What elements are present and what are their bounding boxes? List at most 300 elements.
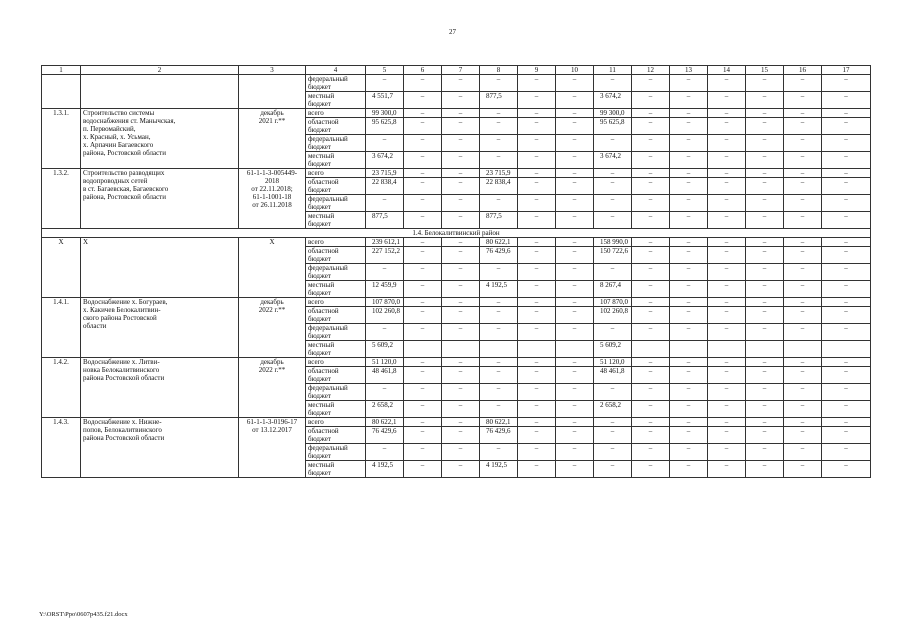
amount-cell: – (518, 247, 556, 264)
table-row (42, 418, 871, 427)
amount-cell: – (518, 444, 556, 461)
amount-cell: – (594, 324, 632, 341)
amount-cell: – (670, 298, 708, 307)
amount-cell: – (670, 152, 708, 169)
amount-cell: – (404, 418, 442, 427)
amount-cell: – (632, 178, 670, 195)
amount-cell: – (746, 307, 784, 324)
amount-cell: – (404, 401, 442, 418)
amount-cell: 5 609,2 (366, 341, 404, 358)
amount-cell: 4 192,5 (480, 281, 518, 298)
amount-cell: – (480, 367, 518, 384)
amount-cell: 4 551,7 (366, 92, 404, 109)
amount-cell: – (404, 178, 442, 195)
amount-cell: – (822, 461, 871, 478)
amount-cell: – (746, 384, 784, 401)
funding-source: всего (306, 109, 366, 118)
amount-cell: – (632, 427, 670, 444)
amount-cell: – (404, 367, 442, 384)
header-cell: 2 (81, 66, 239, 75)
amount-cell: – (708, 427, 746, 444)
amount-cell: – (708, 324, 746, 341)
amount-cell: – (784, 75, 822, 92)
amount-cell: – (594, 169, 632, 178)
funding-source: федеральный бюджет (306, 264, 366, 281)
amount-cell (480, 341, 518, 358)
amount-cell: – (442, 281, 480, 298)
amount-cell: – (822, 401, 871, 418)
table-row (42, 358, 871, 367)
header-cell: 14 (708, 66, 746, 75)
amount-cell: – (442, 169, 480, 178)
amount-cell: – (746, 298, 784, 307)
amount-cell: – (670, 109, 708, 118)
amount-cell: – (670, 195, 708, 212)
amount-cell: – (708, 461, 746, 478)
funding-source: местный бюджет (306, 341, 366, 358)
amount-cell: – (404, 118, 442, 135)
amount-cell: – (822, 75, 871, 92)
amount-cell: 80 622,1 (366, 418, 404, 427)
amount-cell: – (366, 75, 404, 92)
funding-source: областной бюджет (306, 118, 366, 135)
funding-source: всего (306, 238, 366, 247)
amount-cell: – (670, 358, 708, 367)
amount-cell: – (670, 367, 708, 384)
amount-cell: – (822, 358, 871, 367)
amount-cell: – (518, 324, 556, 341)
amount-cell: – (822, 427, 871, 444)
amount-cell: – (594, 427, 632, 444)
page-number: 27 (449, 28, 456, 36)
amount-cell: – (442, 118, 480, 135)
amount-cell (822, 341, 871, 358)
amount-cell: – (822, 444, 871, 461)
amount-cell: – (442, 444, 480, 461)
amount-cell: – (784, 238, 822, 247)
amount-cell: – (822, 298, 871, 307)
amount-cell (708, 341, 746, 358)
header-cell: 16 (784, 66, 822, 75)
item-name: Х (81, 238, 239, 298)
amount-cell: 5 609,2 (594, 341, 632, 358)
amount-cell: – (404, 281, 442, 298)
item-deadline: Х (239, 238, 306, 298)
amount-cell: – (480, 307, 518, 324)
amount-cell: 51 120,0 (366, 358, 404, 367)
amount-cell: – (556, 444, 594, 461)
funding-source: областной бюджет (306, 178, 366, 195)
funding-source: областной бюджет (306, 427, 366, 444)
amount-cell: – (442, 152, 480, 169)
amount-cell: – (784, 212, 822, 229)
amount-cell: – (480, 358, 518, 367)
funding-source: федеральный бюджет (306, 195, 366, 212)
amount-cell: – (822, 109, 871, 118)
amount-cell: – (708, 135, 746, 152)
amount-cell: 80 622,1 (480, 238, 518, 247)
amount-cell: – (746, 281, 784, 298)
amount-cell: – (708, 118, 746, 135)
amount-cell: – (708, 298, 746, 307)
amount-cell: – (594, 418, 632, 427)
item-deadline: 61-1-1-3-0196-17 от 13.12.2017 (239, 418, 306, 478)
amount-cell: – (670, 247, 708, 264)
amount-cell: – (480, 264, 518, 281)
amount-cell: – (746, 169, 784, 178)
amount-cell: – (632, 135, 670, 152)
amount-cell: – (746, 135, 784, 152)
amount-cell: – (784, 178, 822, 195)
amount-cell: – (822, 281, 871, 298)
amount-cell: – (366, 135, 404, 152)
amount-cell: – (632, 418, 670, 427)
amount-cell: – (442, 427, 480, 444)
amount-cell: – (404, 109, 442, 118)
amount-cell: – (822, 324, 871, 341)
amount-cell: – (632, 247, 670, 264)
amount-cell: – (708, 358, 746, 367)
amount-cell (746, 341, 784, 358)
amount-cell: – (594, 75, 632, 92)
funding-source: федеральный бюджет (306, 324, 366, 341)
amount-cell: – (556, 324, 594, 341)
amount-cell: – (442, 109, 480, 118)
amount-cell: – (746, 264, 784, 281)
amount-cell: – (366, 264, 404, 281)
amount-cell: – (556, 75, 594, 92)
section-row (42, 229, 871, 238)
item-number: 1.4.2. (42, 358, 81, 418)
amount-cell: – (746, 367, 784, 384)
item-name: Строительство разводящих водопроводных сетей в ст. Багаевская, Багаевского района, Ростовской области (81, 169, 239, 229)
table-row (42, 298, 871, 307)
funding-source: местный бюджет (306, 401, 366, 418)
table-row (42, 169, 871, 178)
amount-cell: 51 120,0 (594, 358, 632, 367)
amount-cell: – (822, 247, 871, 264)
amount-cell: 107 870,0 (594, 298, 632, 307)
item-number: 1.3.2. (42, 169, 81, 229)
amount-cell: – (442, 247, 480, 264)
amount-cell: – (784, 418, 822, 427)
amount-cell: – (784, 169, 822, 178)
amount-cell: – (404, 307, 442, 324)
amount-cell (670, 341, 708, 358)
item-name (81, 75, 239, 109)
funding-source: местный бюджет (306, 152, 366, 169)
amount-cell: – (518, 264, 556, 281)
amount-cell: – (632, 444, 670, 461)
amount-cell: 76 429,6 (366, 427, 404, 444)
amount-cell: – (556, 212, 594, 229)
header-cell: 11 (594, 66, 632, 75)
amount-cell: – (556, 418, 594, 427)
header-cell: 4 (306, 66, 366, 75)
amount-cell: – (746, 195, 784, 212)
amount-cell: 877,5 (480, 92, 518, 109)
amount-cell: 877,5 (366, 212, 404, 229)
amount-cell: – (404, 384, 442, 401)
amount-cell: – (822, 178, 871, 195)
funding-source: федеральный бюджет (306, 444, 366, 461)
header-cell: 5 (366, 66, 404, 75)
funding-source: всего (306, 358, 366, 367)
amount-cell: – (632, 195, 670, 212)
amount-cell: 95 625,8 (366, 118, 404, 135)
funding-source: всего (306, 298, 366, 307)
header-cell: 10 (556, 66, 594, 75)
amount-cell: 877,5 (480, 212, 518, 229)
amount-cell: – (708, 109, 746, 118)
amount-cell: – (594, 212, 632, 229)
amount-cell: – (784, 401, 822, 418)
item-number: 1.4.3. (42, 418, 81, 478)
amount-cell: – (784, 384, 822, 401)
amount-cell: – (822, 418, 871, 427)
amount-cell: – (670, 264, 708, 281)
amount-cell: – (442, 324, 480, 341)
funding-source: федеральный бюджет (306, 384, 366, 401)
amount-cell: – (822, 212, 871, 229)
funding-source: местный бюджет (306, 92, 366, 109)
amount-cell: – (594, 264, 632, 281)
amount-cell: – (518, 358, 556, 367)
amount-cell: – (784, 281, 822, 298)
amount-cell: – (480, 135, 518, 152)
header-cell: 7 (442, 66, 480, 75)
amount-cell: – (442, 264, 480, 281)
amount-cell: – (822, 367, 871, 384)
amount-cell: – (556, 307, 594, 324)
amount-cell: – (518, 75, 556, 92)
amount-cell: – (556, 178, 594, 195)
amount-cell: – (670, 401, 708, 418)
amount-cell: – (670, 444, 708, 461)
header-cell: 17 (822, 66, 871, 75)
amount-cell: – (632, 401, 670, 418)
amount-cell: 95 625,8 (594, 118, 632, 135)
amount-cell: – (518, 401, 556, 418)
amount-cell: – (556, 92, 594, 109)
amount-cell: – (708, 264, 746, 281)
amount-cell: – (442, 307, 480, 324)
amount-cell: 76 429,6 (480, 247, 518, 264)
amount-cell: – (556, 461, 594, 478)
amount-cell: – (366, 324, 404, 341)
funding-source: местный бюджет (306, 281, 366, 298)
amount-cell: – (784, 427, 822, 444)
amount-cell: – (708, 178, 746, 195)
header-cell: 3 (239, 66, 306, 75)
amount-cell: – (442, 238, 480, 247)
amount-cell: – (708, 195, 746, 212)
footer-path: Y:\ORST\Ppo\0607p435.f21.docx (39, 611, 128, 618)
amount-cell: – (708, 92, 746, 109)
amount-cell: – (784, 92, 822, 109)
amount-cell: 99 300,0 (366, 109, 404, 118)
amount-cell: – (480, 384, 518, 401)
header-cell: 15 (746, 66, 784, 75)
amount-cell: – (670, 427, 708, 444)
amount-cell: – (708, 152, 746, 169)
amount-cell: 22 838,4 (366, 178, 404, 195)
amount-cell: – (632, 324, 670, 341)
amount-cell: – (442, 384, 480, 401)
amount-cell: – (556, 195, 594, 212)
amount-cell: – (518, 92, 556, 109)
amount-cell: – (480, 195, 518, 212)
amount-cell: – (822, 169, 871, 178)
amount-cell: – (670, 324, 708, 341)
amount-cell (784, 341, 822, 358)
amount-cell: – (784, 367, 822, 384)
amount-cell: – (594, 195, 632, 212)
amount-cell: – (784, 135, 822, 152)
item-number: 1.3.1. (42, 109, 81, 169)
amount-cell: 3 674,2 (594, 92, 632, 109)
amount-cell: – (366, 384, 404, 401)
amount-cell: – (784, 109, 822, 118)
header-row (42, 66, 871, 75)
amount-cell: – (556, 135, 594, 152)
amount-cell: – (632, 238, 670, 247)
amount-cell: – (518, 461, 556, 478)
amount-cell: – (594, 444, 632, 461)
amount-cell: – (822, 195, 871, 212)
amount-cell: – (518, 384, 556, 401)
amount-cell: – (404, 247, 442, 264)
amount-cell: – (404, 298, 442, 307)
header-cell: 13 (670, 66, 708, 75)
amount-cell: 107 870,0 (366, 298, 404, 307)
amount-cell: – (480, 324, 518, 341)
amount-cell (632, 341, 670, 358)
amount-cell: – (632, 298, 670, 307)
amount-cell: – (670, 178, 708, 195)
amount-cell: – (518, 152, 556, 169)
amount-cell: – (480, 75, 518, 92)
amount-cell: – (404, 75, 442, 92)
amount-cell: – (518, 195, 556, 212)
amount-cell: – (708, 212, 746, 229)
amount-cell: – (594, 384, 632, 401)
amount-cell: – (556, 384, 594, 401)
amount-cell: – (632, 118, 670, 135)
amount-cell: – (670, 461, 708, 478)
amount-cell: – (822, 118, 871, 135)
amount-cell: – (518, 367, 556, 384)
amount-cell: – (784, 195, 822, 212)
amount-cell: 22 838,4 (480, 178, 518, 195)
amount-cell: 23 715,9 (480, 169, 518, 178)
amount-cell: – (518, 427, 556, 444)
amount-cell: – (670, 281, 708, 298)
amount-cell: – (670, 135, 708, 152)
amount-cell: – (822, 307, 871, 324)
amount-cell: – (708, 367, 746, 384)
amount-cell: – (708, 238, 746, 247)
amount-cell: – (746, 152, 784, 169)
amount-cell: – (746, 427, 784, 444)
amount-cell: – (632, 92, 670, 109)
amount-cell: – (404, 169, 442, 178)
amount-cell: – (366, 195, 404, 212)
amount-cell: – (632, 212, 670, 229)
amount-cell: – (746, 444, 784, 461)
amount-cell: – (784, 264, 822, 281)
amount-cell: – (632, 264, 670, 281)
amount-cell: 48 461,8 (594, 367, 632, 384)
amount-cell: – (594, 135, 632, 152)
amount-cell: – (784, 444, 822, 461)
item-deadline: декабрь 2021 г.** (239, 109, 306, 169)
item-deadline: 61-1-1-3-005449- 2018 от 22.11.2018; 61-1-1001-18 от 26.11.2018 (239, 169, 306, 229)
amount-cell: – (784, 118, 822, 135)
item-deadline: декабрь 2022 г.** (239, 298, 306, 358)
amount-cell: – (518, 238, 556, 247)
amount-cell: – (708, 418, 746, 427)
amount-cell: – (594, 178, 632, 195)
amount-cell (442, 341, 480, 358)
amount-cell: – (746, 238, 784, 247)
amount-cell: 102 260,8 (366, 307, 404, 324)
amount-cell: 80 622,1 (480, 418, 518, 427)
amount-cell: 76 429,6 (480, 427, 518, 444)
amount-cell: – (784, 358, 822, 367)
item-number: 1.4.1. (42, 298, 81, 358)
amount-cell: – (442, 135, 480, 152)
amount-cell: – (632, 281, 670, 298)
amount-cell: – (670, 169, 708, 178)
header-cell: 1 (42, 66, 81, 75)
amount-cell: – (556, 427, 594, 444)
amount-cell: – (556, 152, 594, 169)
amount-cell: – (632, 461, 670, 478)
amount-cell: – (822, 135, 871, 152)
amount-cell (404, 341, 442, 358)
amount-cell: – (404, 358, 442, 367)
amount-cell: – (442, 418, 480, 427)
amount-cell: 3 674,2 (594, 152, 632, 169)
amount-cell: – (556, 169, 594, 178)
budget-table (41, 65, 871, 478)
amount-cell: – (404, 427, 442, 444)
amount-cell: – (556, 298, 594, 307)
amount-cell: – (518, 135, 556, 152)
amount-cell: 150 722,6 (594, 247, 632, 264)
amount-cell: – (404, 444, 442, 461)
amount-cell: – (404, 135, 442, 152)
amount-cell: – (784, 461, 822, 478)
amount-cell: – (556, 118, 594, 135)
amount-cell: 4 192,5 (366, 461, 404, 478)
amount-cell: – (746, 461, 784, 478)
amount-cell: – (632, 358, 670, 367)
amount-cell: – (670, 92, 708, 109)
amount-cell: – (556, 238, 594, 247)
amount-cell: – (442, 461, 480, 478)
amount-cell: – (518, 281, 556, 298)
funding-source: всего (306, 418, 366, 427)
item-name: Строительство системы водоснабжения ст. Манычская, п. Первомайский, х. Красный, х. Усьман, х. Арпачин Багаевского района, Ростовской области (81, 109, 239, 169)
item-number (42, 75, 81, 109)
amount-cell: – (556, 264, 594, 281)
amount-cell: – (708, 247, 746, 264)
amount-cell: – (442, 367, 480, 384)
amount-cell: – (670, 212, 708, 229)
table-row (42, 75, 871, 92)
